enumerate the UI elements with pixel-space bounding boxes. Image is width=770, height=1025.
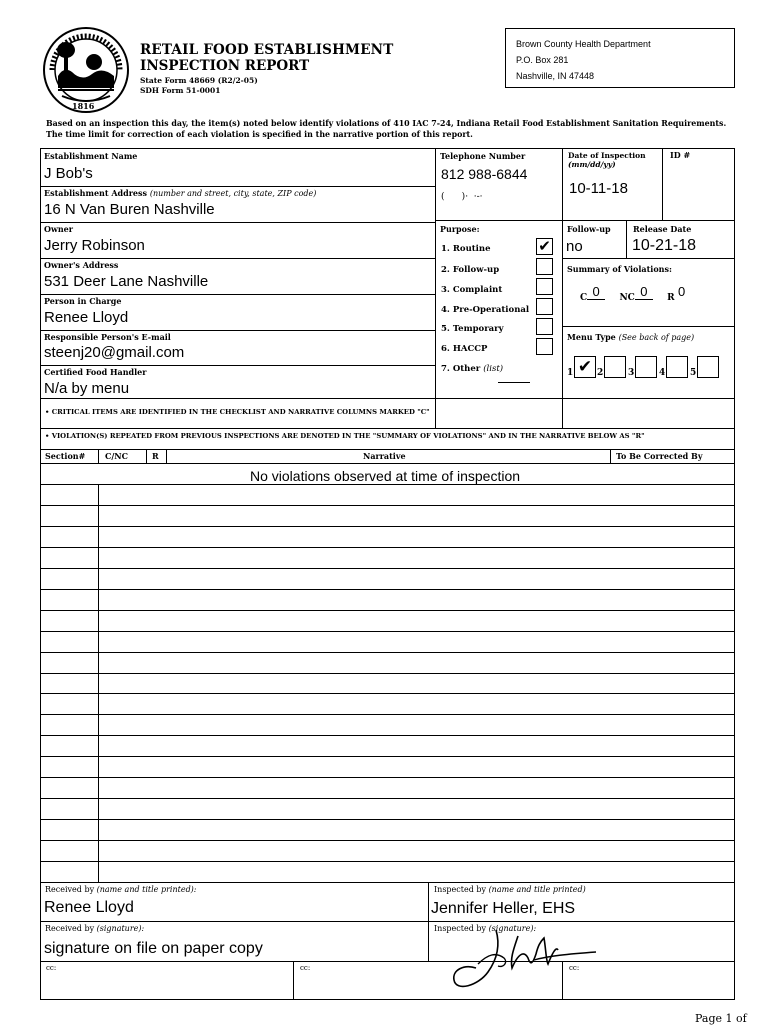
- summary-c-value[interactable]: 0: [587, 284, 605, 300]
- owners-address-label: Owner's Address: [44, 260, 119, 270]
- owner-label: Owner: [44, 224, 73, 234]
- narrative-first-row[interactable]: No violations observed at time of inspection: [250, 468, 521, 484]
- narrative-row[interactable]: [98, 547, 735, 568]
- summary-r-label: R: [667, 293, 675, 303]
- owners-address-value[interactable]: 531 Deer Lane Nashville: [44, 273, 209, 290]
- purpose-option-haccp: 6. HACCP: [441, 344, 488, 354]
- page-number: Page 1 of: [695, 1012, 747, 1025]
- purpose-routine-checkbox[interactable]: ✔: [536, 238, 553, 255]
- purpose-option-other: [441, 364, 503, 374]
- narrative-row[interactable]: [98, 798, 735, 819]
- narrative-row[interactable]: [98, 819, 735, 840]
- menu-type-3-num: 3: [628, 368, 635, 378]
- telephone-second-blank[interactable]: ( )· ·-·: [441, 192, 483, 202]
- received-by-name-label: [45, 885, 197, 894]
- seal-year: 1816: [72, 101, 95, 111]
- telephone-value[interactable]: 812 988-6844: [441, 166, 528, 182]
- narrative-row[interactable]: [98, 673, 735, 693]
- date-of-inspection-value[interactable]: 10-11-18: [569, 180, 628, 197]
- menu-type-label: [567, 333, 694, 342]
- received-by-name-value[interactable]: Renee Lloyd: [44, 899, 134, 916]
- narrative-row[interactable]: [98, 505, 735, 526]
- narrative-row[interactable]: [98, 840, 735, 861]
- col-header-cnc: C/NC: [105, 451, 128, 461]
- menu-type-2-checkbox[interactable]: [604, 356, 626, 378]
- received-by-signature-label: [45, 924, 144, 933]
- release-date-label: Release Date: [633, 224, 692, 234]
- certified-food-handler-label: Certified Food Handler: [44, 367, 147, 377]
- inspected-by-name-hint: (name and title printed): [488, 885, 586, 894]
- follow-up-value[interactable]: no: [566, 238, 583, 255]
- inspected-by-name-value[interactable]: Jennifer Heller, EHS: [431, 900, 576, 917]
- address-line-2: P.O. Box 281: [516, 55, 569, 65]
- owner-value[interactable]: Jerry Robinson: [44, 237, 145, 254]
- narrative-row[interactable]: [98, 714, 735, 735]
- narrative-row[interactable]: [98, 652, 735, 673]
- establishment-name-label: Establishment Name: [44, 151, 138, 161]
- purpose-label: Purpose:: [440, 224, 480, 234]
- narrative-row[interactable]: [98, 526, 735, 547]
- inspected-by-name-label-text: Inspected by: [434, 885, 487, 894]
- intro-line-1: Based on an inspection this day, the item(s) noted below identify violations of 410 IAC 7-24, Indiana Retail Food Establishment Sanitation Requirements.: [46, 119, 727, 128]
- menu-type-4-checkbox[interactable]: [666, 356, 688, 378]
- cc-label-2: cc:: [300, 964, 311, 972]
- purpose-option-pre-operational: 4. Pre-Operational: [441, 305, 530, 315]
- narrative-row[interactable]: [98, 484, 735, 505]
- certified-food-handler-value[interactable]: N/a by menu: [44, 380, 130, 397]
- received-by-name-label-text: Received by: [45, 885, 95, 894]
- release-date-value[interactable]: 10-21-18: [632, 237, 697, 254]
- purpose-option-complaint: 3. Complaint: [441, 285, 503, 295]
- summary-of-violations-label: Summary of Violations:: [567, 264, 672, 274]
- health-dept-address-box: [505, 28, 735, 88]
- col-header-corrected-by: To Be Corrected By: [616, 451, 703, 461]
- inspected-by-signature-label-text: Inspected by: [434, 924, 487, 933]
- purpose-other-label: 7. Other: [441, 364, 481, 374]
- menu-type-hint: (See back of page): [618, 333, 695, 342]
- responsible-email-label: Responsible Person's E-mail: [44, 332, 171, 342]
- person-in-charge-value[interactable]: Renee Lloyd: [44, 309, 129, 326]
- form-title-line2: INSPECTION REPORT: [140, 58, 310, 74]
- summary-counts: [580, 284, 689, 304]
- col-header-section: Section#: [45, 451, 86, 461]
- menu-type-5-checkbox[interactable]: [697, 356, 719, 378]
- menu-type-1-num: 1: [567, 368, 574, 378]
- received-by-signature-label-text: Received by: [45, 924, 95, 933]
- establishment-address-label: [44, 189, 316, 198]
- purpose-other-line[interactable]: [498, 382, 530, 383]
- narrative-row[interactable]: [98, 610, 735, 631]
- purpose-other-hint: (list): [483, 364, 504, 374]
- narrative-row[interactable]: [98, 756, 735, 777]
- menu-type-2-num: 2: [597, 368, 604, 378]
- follow-up-label: Follow-up: [567, 224, 611, 234]
- repeated-violations-note: • VIOLATION(S) REPEATED FROM PREVIOUS INSPECTIONS ARE DENOTED IN THE "SUMMARY OF VIOLATIONS" AND IN THE NARRATIVE BELOW AS "R": [45, 432, 645, 440]
- person-in-charge-label: Person in Charge: [44, 296, 122, 306]
- col-header-r: R: [152, 451, 159, 461]
- cc-label-1: cc:: [46, 964, 57, 972]
- received-by-name-hint: (name and title printed):: [96, 885, 197, 894]
- narrative-row[interactable]: [98, 568, 735, 589]
- menu-type-4-num: 4: [659, 368, 666, 378]
- col-header-narrative: Narrative: [363, 451, 406, 461]
- state-form-number: State Form 48669 (R2/2-05): [140, 76, 258, 85]
- narrative-row[interactable]: [98, 631, 735, 652]
- narrative-row[interactable]: [98, 777, 735, 798]
- narrative-row[interactable]: [98, 861, 735, 882]
- cc-label-3: cc:: [569, 964, 580, 972]
- date-of-inspection-label: Date of Inspection: [568, 151, 646, 160]
- section-column-divider: [98, 484, 99, 882]
- menu-type-1-checkbox[interactable]: ✔: [574, 356, 596, 378]
- date-of-inspection-sublabel: (mm/dd/yy): [568, 160, 616, 169]
- telephone-label: Telephone Number: [440, 151, 526, 161]
- menu-type-3-checkbox[interactable]: [635, 356, 657, 378]
- sdh-form-number: SDH Form 51-0001: [140, 86, 221, 95]
- narrative-row[interactable]: [98, 589, 735, 610]
- purpose-option-temporary: 5. Temporary: [441, 324, 504, 334]
- establishment-name-value[interactable]: J Bob's: [44, 165, 93, 182]
- purpose-complaint-checkbox[interactable]: [536, 278, 553, 295]
- responsible-email-value[interactable]: steenj20@gmail.com: [44, 344, 185, 361]
- inspector-handwritten-signature: [448, 924, 598, 994]
- purpose-haccp-checkbox[interactable]: [536, 338, 553, 355]
- narrative-row[interactable]: [98, 693, 735, 714]
- inspected-by-name-label: [434, 885, 586, 894]
- purpose-follow-up-checkbox[interactable]: [536, 258, 553, 275]
- purpose-pre-operational-checkbox[interactable]: [536, 298, 553, 315]
- intro-line-2: The time limit for correction of each violation is specified in the narrative portion of this report.: [46, 130, 473, 139]
- summary-nc-label: NC: [619, 293, 635, 303]
- form-title-line1: RETAIL FOOD ESTABLISHMENT: [140, 42, 394, 58]
- summary-nc-value[interactable]: 0: [635, 284, 653, 300]
- establishment-address-label-text: Establishment Address: [44, 188, 148, 198]
- critical-items-note: • CRITICAL ITEMS ARE IDENTIFIED IN THE CHECKLIST AND NARRATIVE COLUMNS MARKED "C": [45, 408, 430, 416]
- address-line-3: Nashville, IN 47448: [516, 71, 595, 81]
- address-line-1: Brown County Health Department: [516, 39, 651, 49]
- summary-c-label: C: [580, 293, 588, 303]
- summary-r-value[interactable]: 0: [677, 284, 686, 299]
- id-label: ID #: [670, 150, 691, 160]
- menu-type-5-num: 5: [690, 368, 697, 378]
- purpose-option-follow-up: 2. Follow-up: [441, 265, 500, 275]
- establishment-address-hint: (number and street, city, state, ZIP code): [149, 189, 317, 198]
- purpose-temporary-checkbox[interactable]: [536, 318, 553, 335]
- inspected-by-signature-hint: (signature):: [488, 924, 537, 933]
- menu-type-label-text: Menu Type: [567, 332, 616, 342]
- purpose-option-routine: 1. Routine: [441, 244, 491, 254]
- received-by-signature-value[interactable]: signature on file on paper copy: [44, 940, 263, 957]
- narrative-row[interactable]: [98, 735, 735, 756]
- establishment-address-value[interactable]: 16 N Van Buren Nashville: [44, 201, 215, 218]
- received-by-signature-hint: (signature):: [96, 924, 145, 933]
